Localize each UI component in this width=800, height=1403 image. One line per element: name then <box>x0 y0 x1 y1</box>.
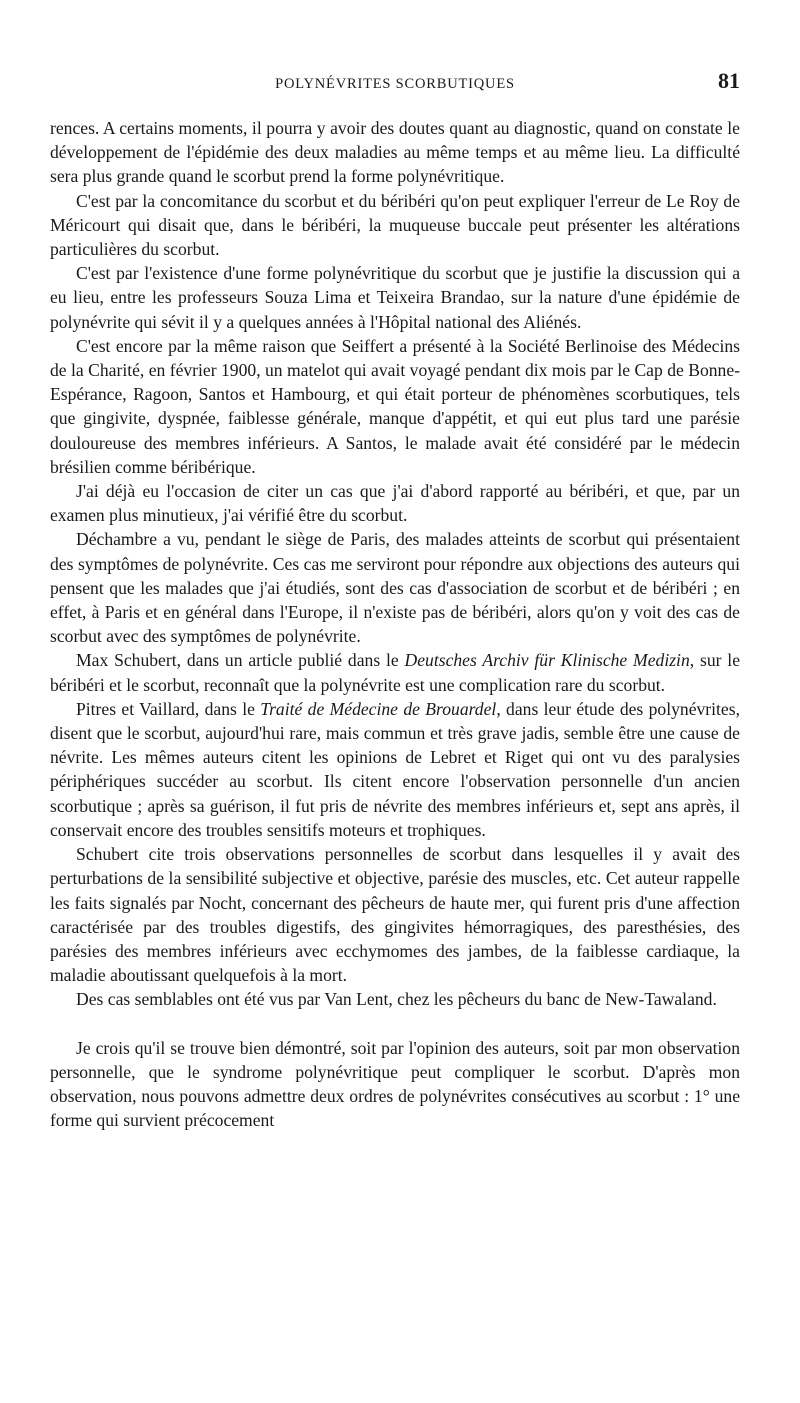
paragraph: C'est encore par la même raison que Seiffert a présenté à la Société Berlinoise des Médecins de la Charité, en février 1900, un matelot qui avait voyagé pendant dix mois par le Cap de Bonne-Espérance, Ragoon, Santos et Hambourg, et qui était porteur de phénomènes scorbutiques, tels que gingivite, dyspnée, faiblesse générale, manque d'appétit, et qui eut plus tard une parésie douloureuse des membres inférieurs. A Santos, le malade avait été considéré par le médecin brésilien comme béribérique. <box>50 335 740 477</box>
book-page <box>50 68 740 1132</box>
journal-title: Deutsches Archiv für Klinische Medizin <box>404 650 690 671</box>
paragraph: Je crois qu'il se trouve bien démontré, soit par l'opinion des auteurs, soit par mon observation personnelle, que le syndrome polynévritique peut compliquer le scorbut. D'après mon observation, nous pouvons admettre deux ordres de polynévrites consécutives au scorbut : 1° une forme qui survient précocement <box>50 1037 740 1131</box>
paragraph: Schubert cite trois observations personnelles de scorbut dans lesquelles il y avait des perturbations de la sensibilité subjective et objective, parésie des muscles, etc. Cet auteur rappelle les faits signalés par Nocht, concernant des pêcheurs de haute mer, qui furent pris d'une affection caractérisée par des troubles digestifs, des gingivites hémorragiques, des paresthésies, des parésies des membres inférieurs avec ecchymomes des jambes, de la faiblesse cardiaque, la maladie aboutissant quelquefois à la mort. <box>50 844 740 986</box>
paragraph: C'est par l'existence d'une forme polynévritique du scorbut que je justifie la discussion qui a eu lieu, entre les professeurs Souza Lima et Teixeira Brandao, sur la nature d'une épidémie de polynévrite qui sévit il y a quelques années à l'Hôpital national des Aliénés. <box>50 263 740 332</box>
text-run: , sur le béribéri et le scorbut, reconnaît que la polynévrite est une complication rare du scorbut. <box>50 650 741 695</box>
book-title: Traité de Médecine de Brouardel <box>260 698 497 719</box>
paragraph: Des cas semblables ont été vus par Van Lent, chez les pêcheurs du banc de New-Tawaland. <box>76 989 717 1010</box>
paragraph: J'ai déjà eu l'occasion de citer un cas que j'ai d'abord rapporté au béribéri, et que, par un examen plus minutieux, j'ai vérifié être du scorbut. <box>50 481 740 526</box>
paragraph <box>50 648 740 696</box>
paragraph: Déchambre a vu, pendant le siège de Paris, des malades atteints de scorbut qui présentaient des symptômes de polynévrite. Ces cas me serviront pour répondre aux objections des auteurs qui pensent que les malades que j'ai étudiés, sont des cas d'association de scorbut et de béribéri ; en effet, à Paris et en général dans l'Europe, il n'existe pas de béribéri, alors qu'on y voit des cas de scorbut avec des symptômes de polynévrite. <box>50 529 740 647</box>
running-title: POLYNÉVRITES SCORBUTIQUES <box>275 76 515 92</box>
paragraph: rences. A certains moments, il pourra y avoir des doutes quant au diagnostic, quand on constate le développement de l'épidémie des deux maladies au même temps et au même lieu. La difficulté sera plus grande quand le scorbut prend la forme polynévritique. <box>50 118 740 187</box>
text-run: Max Schubert, dans un article publié dans le <box>76 650 405 671</box>
body-text <box>50 116 740 1132</box>
text-run: Pitres et Vaillard, dans le <box>76 698 261 719</box>
running-head <box>50 68 740 98</box>
text-run: , dans leur étude des polynévrites, disent que le scorbut, aujourd'hui rare, mais commun et très grave jadis, semble être une cause de névrite. Les mêmes auteurs citent les opinions de Lebret et Riget qui ont vu des paralysies périphériques succéder au scorbut. Ils citent encore l'observation personnelle d'un ancien scorbutique ; après sa guérison, il fut pris de névrite des membres inférieurs et, sept ans après, il conservait encore des troubles sensitifs moteurs et trophiques. <box>50 698 740 840</box>
page-number: 81 <box>718 68 740 93</box>
paragraph <box>50 697 740 842</box>
paragraph: C'est par la concomitance du scorbut et du béribéri qu'on peut expliquer l'erreur de Le Roy de Méricourt qui disait que, dans le béribéri, la muqueuse buccale peut présenter les altérations particulières du scorbut. <box>50 190 740 260</box>
